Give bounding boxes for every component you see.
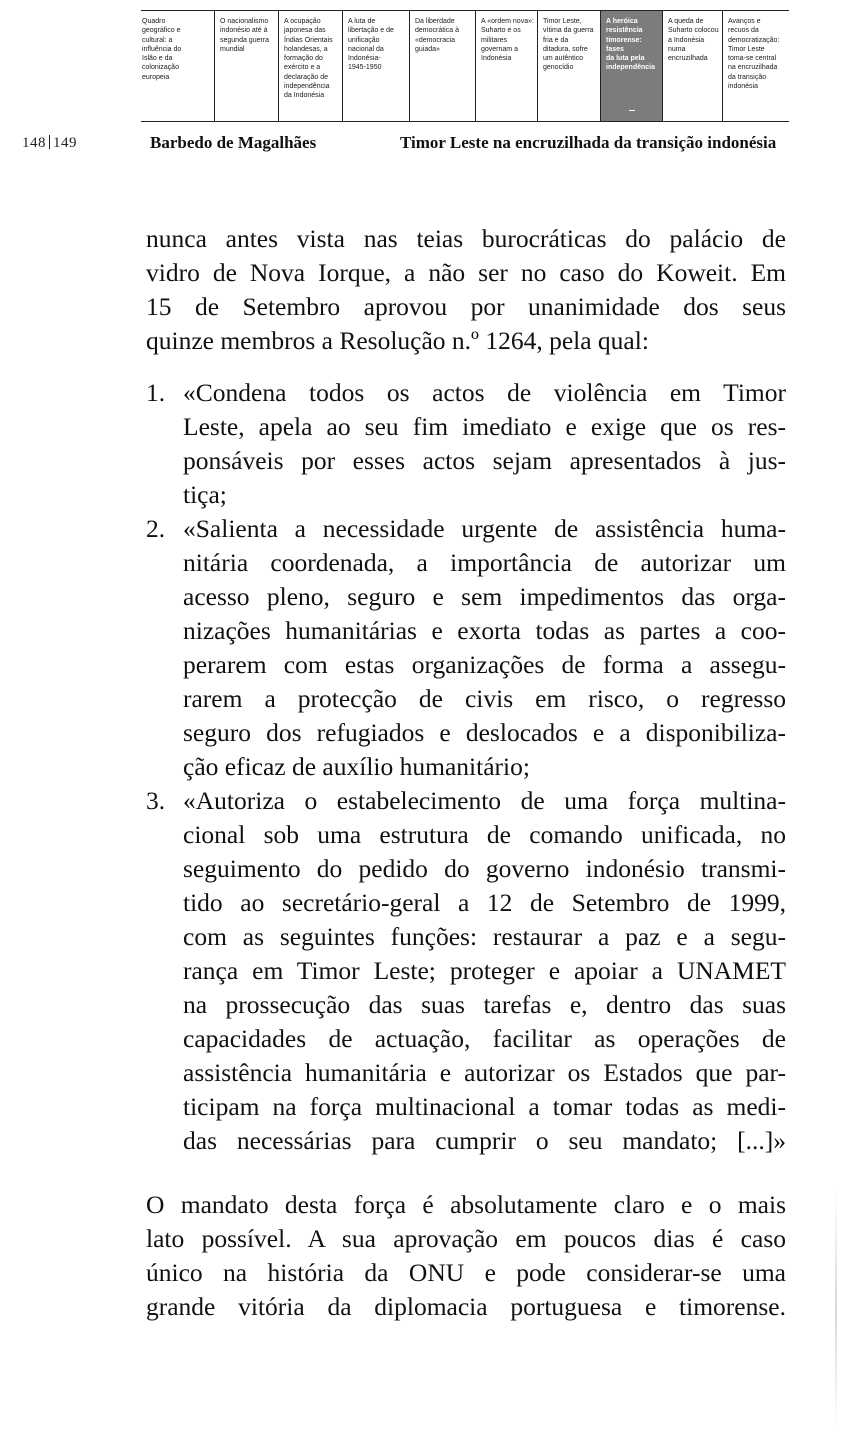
nav-cell-line: A ocupação [284,18,321,25]
nav-cell-chapter [214,11,278,121]
body-text [146,222,786,1324]
nav-cell-line: influência do [142,45,182,53]
nav-cell-line: O nacionalismo [220,18,269,25]
text-line: Leste, apela ao seu fim imediato e exige que os res- [183,412,786,441]
nav-cell-line: A heróica [606,18,638,25]
nav-cell-line: indonésio até à [220,27,268,35]
nav-cell-line: democratização: [728,36,780,44]
text-line: tido ao secretário-geral a 12 de Setembro de 1999, [183,888,786,917]
text-line: com as seguintes funções: restaurar a paz e a segu- [183,922,786,951]
nav-cell-line: exército e a [284,64,321,72]
text-line: nunca antes vista nas teias burocráticas do palácio de [146,224,786,253]
nav-cell-line: encruzilhada [668,55,708,63]
page-numbers [22,135,77,152]
text-line: nitária coordenada, a importância de autorizar um [183,548,786,577]
closing-paragraph [146,1188,786,1324]
current-chapter-marker [629,110,635,111]
text-line: nizações humanitárias e exorta todas as partes a coo- [183,616,786,645]
text-line: cional sob uma estrutura de comando unificada, no [183,820,786,849]
intro-paragraph [146,222,786,358]
text-line: ção eficaz de auxílio humanitário; [183,752,530,781]
nav-cell-chapter [278,11,342,121]
nav-cell-line: timorense: fases [606,36,642,53]
nav-cell-line: nacional da [348,45,384,53]
text-line: capacidades de actuação, facilitar as operações de [183,1024,786,1053]
book-title: Timor Leste na encruzilhada da transição indonésia [400,133,777,152]
nav-cell-line: colonização [142,64,179,72]
nav-cell-line: unificação [348,36,380,44]
text-line: O mandato desta força é absolutamente claro e o mais [146,1190,786,1219]
nav-cell-line: formação do [284,55,323,63]
text-line: seguro dos refugiados e deslocados e a disponibiliza- [183,718,786,747]
nav-cell-line: «democracia [415,36,456,44]
nav-cell-line: Suharto colocou [668,27,719,35]
nav-cell-chapter [409,11,475,121]
nav-cell-line: indonésia [728,83,758,91]
nav-cell-line: mundial [220,45,245,53]
running-head [0,133,841,159]
nav-cell-line: A queda de [668,18,704,25]
nav-cell-chapter [662,11,722,121]
text-line: «Condena todos os actos de violência em Timor [183,378,786,407]
nav-cell-line: A «ordem nova»: [481,18,534,25]
nav-cell-line: um autêntico [543,55,584,63]
item-number: 2. [146,514,166,543]
nav-cell-line: Índias Orientais [284,36,333,44]
nav-cell-line: guiada» [415,45,440,53]
text-line: rarem a protecção de civis em risco, o regresso [183,684,786,713]
author-name: Barbedo de Magalhães [150,133,317,152]
nav-cell-chapter [475,11,537,121]
nav-cell-line: numa [668,45,686,53]
text-line: «Salienta a necessidade urgente de assistência huma- [183,514,786,543]
text-line: tiça; [183,480,227,509]
nav-cell-line: da Indonésia [284,92,325,100]
text-line: ticipam na força multinacional a tomar todas as medi- [183,1092,786,1121]
text-line: lato possível. A sua aprovação em poucos dias é caso [146,1224,786,1253]
page-number-separator [49,135,50,149]
nav-cell-line: a Indonésia [668,36,705,44]
nav-cell-line: libertação e de [348,27,394,35]
text-line: perarem com estas organizações de forma a assegu- [183,650,786,679]
nav-cell-line: Indonésia- [348,55,381,63]
nav-cell-line: 1945-1950 [348,64,382,72]
nav-cell-line: Da liberdade [415,18,455,25]
resolution-item [146,784,786,1158]
text-line: quinze membros a Resolução n.º 1264, pela qual: [146,326,649,355]
nav-cell-line: militares [481,36,508,44]
text-line: das necessárias para cumprir o seu mandato; [...]» [183,1126,786,1155]
chapter-nav-strip [141,10,789,122]
nav-cell-line: Timor Leste [728,45,765,53]
text-line: único na história da ONU e pode considerar-se uma [146,1258,786,1287]
nav-cell-line: Avanços e [728,18,761,25]
nav-cell-line: geográfico e [142,27,181,35]
text-line: rança em Timor Leste; proteger e apoiar a UNAMET [183,956,786,985]
text-line: seguimento do pedido do governo indonésio transmi- [183,854,786,883]
text-line: ponsáveis por esses actos sejam apresentados à jus- [183,446,786,475]
nav-cell-line: A luta de [348,18,376,25]
nav-cell-line: da transição [728,73,767,81]
nav-cell-line: segunda guerra [220,36,270,44]
resolution-list [146,376,786,1158]
text-line: 15 de Setembro aprovou por unanimidade dos seus [146,292,786,321]
nav-cell-line: europeia [142,73,170,81]
page-number-left: 148 [22,135,46,151]
nav-cell-line: holandesas, a [284,45,328,53]
nav-cell-line: Timor Leste, [543,18,582,25]
nav-cell-line: governam a [481,45,518,53]
nav-cell-line: genocídio [543,64,574,72]
nav-cell-line: declaração de [284,73,328,81]
nav-cell-chapter [141,11,214,121]
nav-cell-line: Quadro [142,18,166,25]
page-edge-shadow [835,1190,837,1430]
nav-cell-line: independência [284,83,330,91]
nav-cell-line: vítima da guerra [543,27,594,35]
nav-cell-line: na encruzilhada [728,64,778,72]
nav-cell-line: cultural: a [142,36,173,44]
nav-cell-line: ditadura, sofre [543,45,588,53]
text-line: «Autoriza o estabelecimento de uma força multina- [183,786,786,815]
nav-cell-line: da luta pela [606,55,645,63]
page-number-right: 149 [53,135,77,151]
nav-cell-line: democrática à [415,27,459,35]
nav-cell-chapter [722,11,789,121]
text-line: grande vitória da diplomacia portuguesa e timorense. [146,1292,786,1321]
text-line: assistência humanitária e autorizar os Estados que par- [183,1058,786,1087]
nav-cell-chapter [537,11,600,121]
nav-cell-line: Islão e da [142,55,173,63]
nav-cell-chapter [342,11,409,121]
nav-cell-line: recuos da [728,27,759,35]
nav-cell-line: resistência [606,27,643,35]
item-number: 1. [146,378,166,407]
nav-cell-line: japonesa das [284,27,326,35]
text-line: acesso pleno, seguro e sem impedimentos das orga- [183,582,786,611]
nav-cell-line: independência [606,64,656,72]
nav-cell-line: fria e da [543,36,569,44]
item-number: 3. [146,786,166,815]
resolution-item [146,512,786,784]
text-line: vidro de Nova Iorque, a não ser no caso do Koweit. Em [146,258,786,287]
nav-cell-line: Suharto e os [481,27,521,35]
nav-cell-line: toma-se central [728,55,777,63]
text-line: na prossecução das suas tarefas e, dentro das suas [183,990,786,1019]
resolution-item [146,376,786,512]
nav-cell-current-chapter [600,11,662,121]
nav-cell-line: Indonésia [481,55,512,63]
